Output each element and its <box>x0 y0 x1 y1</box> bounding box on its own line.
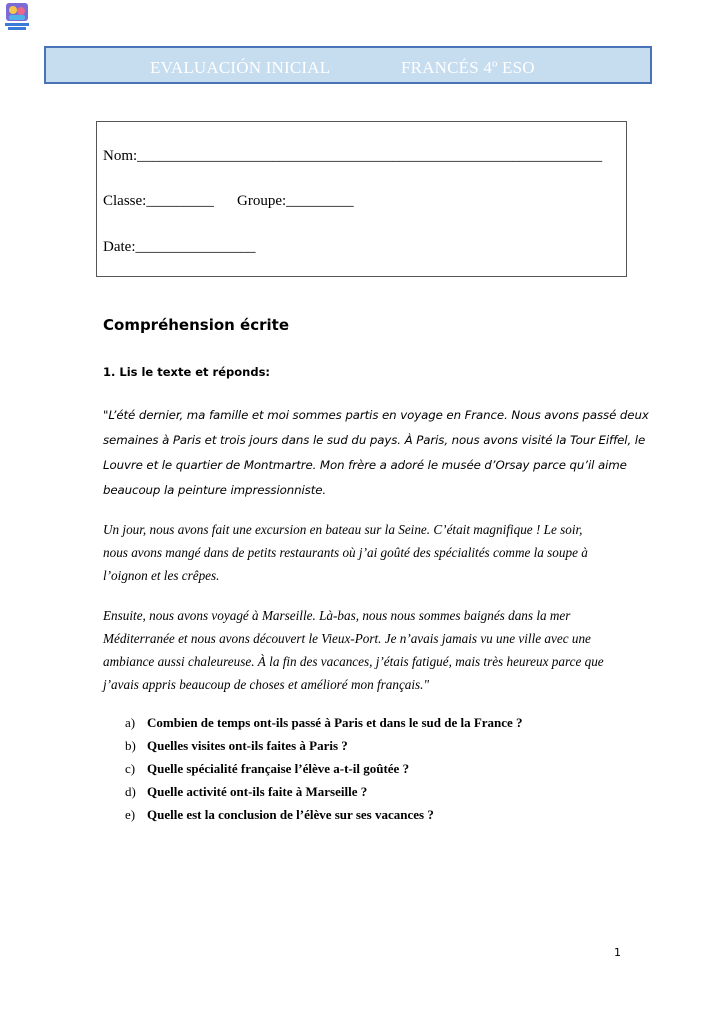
question-text: Quelle activité ont-ils faite à Marseille ? <box>147 784 368 799</box>
reading-paragraph-2 <box>103 518 623 587</box>
group-field[interactable]: Groupe:_________ <box>237 193 354 209</box>
question-letter: e) <box>125 807 136 822</box>
text-line: j’avais appris beaucoup de choses et amélioré mon français." <box>103 677 430 692</box>
header-band <box>44 46 652 84</box>
section-title: Compréhension écrite <box>103 316 290 334</box>
question-text: Quelles visites ont-ils faites à Paris ? <box>147 738 348 753</box>
question-letter: c) <box>125 761 136 776</box>
exercise-title: 1. Lis le texte et réponds: <box>103 365 271 379</box>
question-text: Combien de temps ont-ils passé à Paris et dans le sud de la France ? <box>147 715 523 730</box>
question-letter: a) <box>125 715 136 730</box>
name-field[interactable]: Nom:______________________________________________________________ <box>103 148 603 164</box>
text-line: nous avons mangé dans de petits restaurants où j’ai goûté des spécialités comme la soupe à <box>103 545 588 560</box>
text-line: Louvre et le quartier de Montmartre. Mon frère a adoré le musée d’Orsay parce qu’il aime <box>103 458 627 472</box>
subject-level: FRANCÉS 4º ESO <box>401 58 535 77</box>
text-line: semaines à Paris et trois jours dans le sud du pays. À Paris, nous avons visité la Tour Eiffel, le <box>103 433 646 447</box>
text-line: Méditerranée et nous avons découvert le Vieux-Port. Je n’avais jamais vu une ville avec une <box>103 631 591 646</box>
question-text: Quelle est la conclusion de l’élève sur ses vacances ? <box>147 807 434 822</box>
text-line: Ensuite, nous avons voyagé à Marseille. Là-bas, nous nous sommes baignés dans la mer <box>103 608 571 623</box>
class-field[interactable]: Classe:_________ <box>103 193 214 209</box>
text-line: "L’été dernier, ma famille et moi sommes partis en voyage en France. Nous avons passé deux <box>103 408 649 422</box>
student-info-box <box>96 121 627 277</box>
date-field[interactable]: Date:________________ <box>103 239 256 255</box>
text-line: ambiance aussi chaleureuse. À la fin des vacances, j’étais fatigué, mais très heureux parce que <box>103 654 604 669</box>
question-letter: d) <box>125 784 136 799</box>
text-line: l’oignon et les crêpes. <box>103 568 220 583</box>
reading-paragraph-3 <box>103 604 623 696</box>
text-line: Un jour, nous avons fait une excursion en bateau sur la Seine. C’était magnifique ! Le soir, <box>103 522 583 537</box>
question-text: Quelle spécialité française l’élève a-t-il goûtée ? <box>147 761 410 776</box>
question-letter: b) <box>125 738 136 753</box>
exam-title: EVALUACIÓN INICIAL <box>150 58 331 77</box>
text-line: beaucoup la peinture impressionniste. <box>103 483 327 497</box>
school-logo-icon <box>4 2 30 32</box>
page-number: 1 <box>614 946 621 959</box>
reading-paragraph-1 <box>103 403 649 503</box>
